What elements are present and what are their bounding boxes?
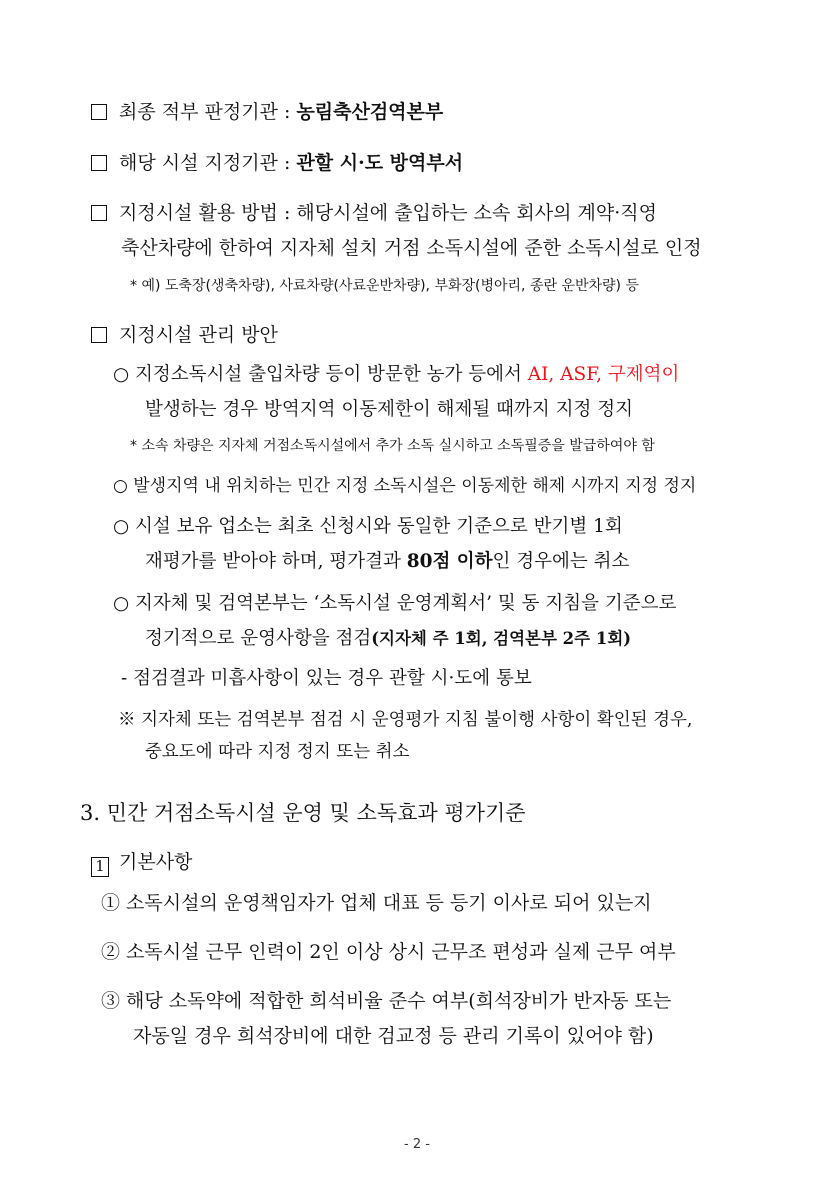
basic-item-3: ③ 해당 소독약에 적합한 희석비율 준수 여부(희석장비가 반자동 또는 — [101, 990, 672, 1012]
management-item-2: ○ 발생지역 내 위치하는 민간 지정 소독시설은 이동제한 해제 시까지 지정 정지 — [113, 476, 697, 496]
basic-items-title-line — [91, 847, 192, 877]
checkbox-square-icon — [91, 327, 107, 343]
score-threshold: 80점 이하 — [406, 551, 493, 572]
management-item-3-line-2 — [145, 547, 629, 573]
management-item-3-text: 재평가를 받아야 하며, 평가결과 — [145, 551, 407, 572]
basic-items-title: 기본사항 — [119, 851, 193, 873]
checkbox-square-icon — [91, 205, 107, 221]
usage-text-1: 지정시설 활용 방법 : 해당시설에 출입하는 소속 회사의 계약·직영 — [119, 202, 657, 224]
checkbox-square-icon — [91, 104, 107, 120]
designation-value: 관할 시·도 방역부서 — [296, 152, 464, 174]
management-item-1-line-2: 발생하는 경우 방역지역 이동제한이 해제될 때까지 지정 정지 — [145, 399, 633, 420]
management-item-3: ○ 시설 보유 업소는 최초 신청시와 동일한 기준으로 반기별 1회 — [113, 516, 623, 537]
management-item-4: ○ 지자체 및 검역본부는 ‘소독시설 운영계획서’ 및 동 지침을 기준으로 — [113, 593, 677, 614]
basic-item-2: ② 소독시설 근무 인력이 2인 이상 상시 근무조 편성과 실제 근무 여부 — [101, 941, 676, 963]
management-item-4-text: 정기적으로 운영사항을 점검 — [145, 628, 372, 649]
management-item-4-line-2 — [145, 624, 631, 650]
usage-line-1 — [91, 198, 657, 225]
usage-line-2: 축산차량에 한하여 지자체 설치 거점 소독시설에 준한 소독시설로 인정 — [121, 237, 702, 259]
final-decision-line — [91, 97, 443, 124]
basic-item-3-line-2: 자동일 경우 희석장비에 대한 검교정 등 관리 기록이 있어야 함) — [133, 1025, 654, 1047]
section-3-heading: 3. 민간 거점소독시설 운영 및 소독효과 평가기준 — [80, 801, 526, 825]
designation-label: 해당 시설 지정기관 : — [119, 152, 297, 174]
designation-line — [91, 148, 463, 175]
inspection-frequency: (지자체 주 1회, 검역본부 2주 1회) — [371, 629, 632, 648]
page-number: - 2 - — [404, 1137, 430, 1152]
management-item-1-note: * 소속 차량은 지자체 거점소독시설에서 추가 소독 실시하고 소독필증을 발급하여야 함 — [130, 438, 655, 454]
reference-note-line-2: 중요도에 따라 지정 정지 또는 취소 — [145, 742, 410, 762]
basic-item-1: ① 소독시설의 운영책임자가 업체 대표 등 등기 이사로 되어 있는지 — [101, 892, 652, 914]
final-decision-value: 농림축산검역본부 — [296, 101, 444, 123]
management-item-1 — [113, 360, 679, 386]
management-title: 지정시설 관리 방안 — [119, 324, 278, 346]
final-decision-label: 최종 적부 판정기관 : — [119, 101, 297, 123]
checkbox-square-icon — [91, 155, 107, 171]
number-box: 1 — [91, 857, 109, 877]
management-title-line — [91, 320, 278, 347]
usage-note: * 예) 도축장(생축차량), 사료차량(사료운반차량), 부화장(병아리, 종란 운반차량) 등 — [130, 278, 639, 294]
management-dash-item: - 점검결과 미흡사항이 있는 경우 관할 시·도에 통보 — [121, 668, 532, 689]
disease-highlight: AI, ASF, 구제역이 — [527, 364, 680, 385]
management-item-3-tail: 인 경우에는 취소 — [492, 551, 630, 572]
reference-note-line-1: ※ 지자체 또는 검역본부 점검 시 운영평가 지침 불이행 사항이 확인된 경우, — [118, 710, 693, 730]
management-item-1-text: ○ 지정소독시설 출입차량 등이 방문한 농가 등에서 — [113, 364, 528, 385]
